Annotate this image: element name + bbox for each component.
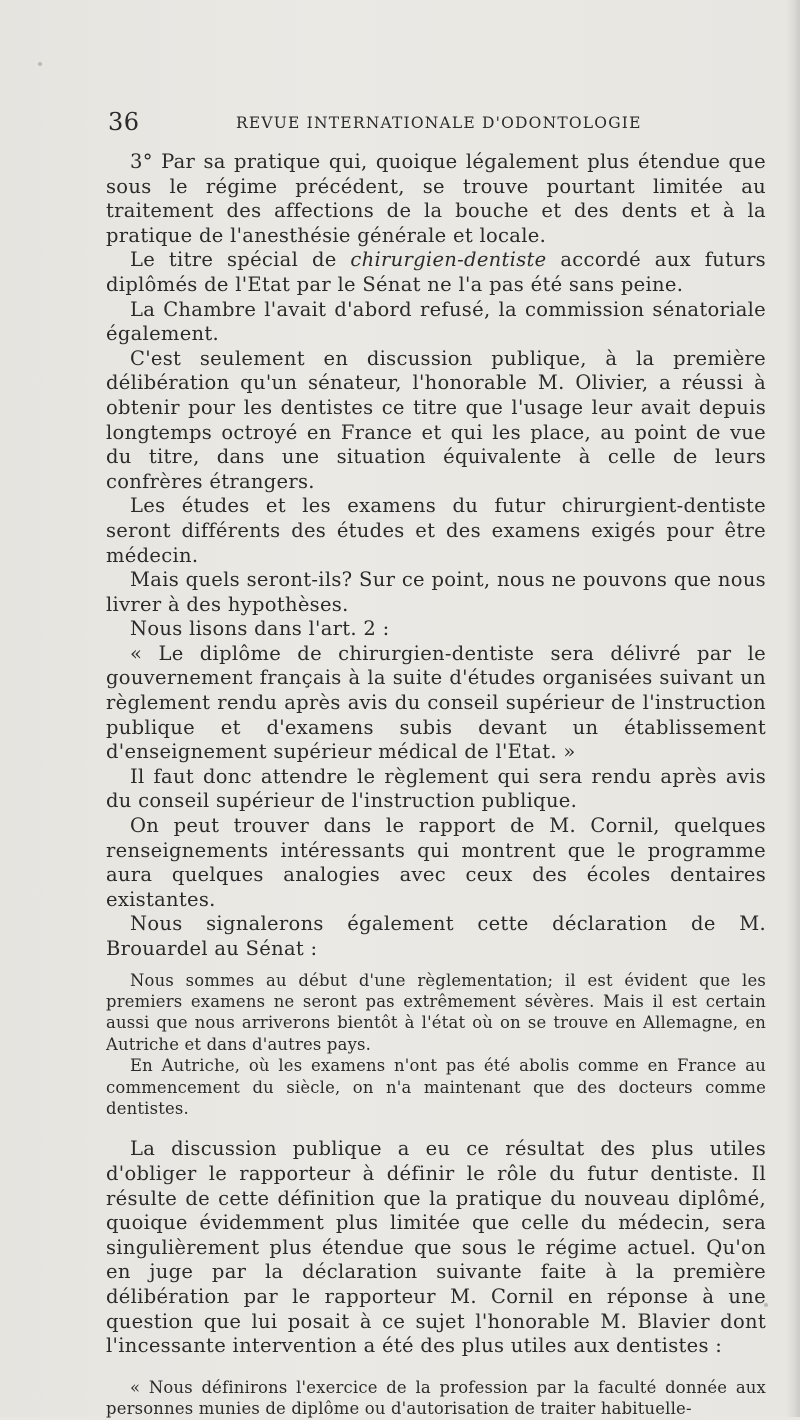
- quote-paragraph: « Nous définirons l'exercice de la profession par la faculté donnée aux personnes munies de diplôme ou d'autorisation de traiter habituelle-: [106, 1377, 766, 1419]
- article-body: [106, 150, 766, 1420]
- quote-paragraph: Nous sommes au début d'une règlementation; il est évident que les premiers examens ne seront pas extrêmement sévères. Mais il est certain aussi que nous arriverons bientôt à l'état où on se trouve en Allemagne, en Autriche et dans d'autres pays.: [106, 970, 766, 1054]
- paragraph: La Chambre l'avait d'abord refusé, la commission sénatoriale également.: [106, 297, 766, 346]
- spacer: [106, 1119, 766, 1137]
- page-number: 36: [108, 108, 140, 136]
- quotation-cornil: [106, 1377, 766, 1420]
- paper-speck: [38, 62, 42, 66]
- spacer: [106, 962, 766, 970]
- running-title: REVUE INTERNATIONALE D'ODONTOLOGIE: [236, 114, 642, 132]
- quotation-brouardel: [106, 970, 766, 1120]
- paragraph: 3° Par sa pratique qui, quoique légalement plus étendue que sous le régime précédent, se trouve pourtant limitée au traitement des affections de la bouche et des dents et à la pratique de l'anesthésie générale et locale.: [106, 150, 766, 247]
- quote-paragraph: En Autriche, où les examens n'ont pas été abolis comme en France au commencement du siècle, on n'a maintenant que des docteurs comme dentistes.: [106, 1056, 766, 1119]
- text-run: Le titre spécial de: [130, 248, 351, 272]
- spacer: [106, 1359, 766, 1377]
- paragraph: La discussion publique a eu ce résultat des plus utiles d'obliger le rapporteur à définir le rôle du futur dentiste. Il résulte de cette définition que la pratique du nouveau diplômé, quoique évidemment plus limitée que celle du médecin, sera singulièrement plus étendue que sous le régime actuel. Qu'on en juge par la déclaration suivante faite à la première délibération par le rapporteur M. Cornil en réponse à une question que lui posait à ce sujet l'honorable M. Blavier dont l'incessante intervention a été des plus utiles aux dentistes :: [106, 1137, 766, 1358]
- page-header: [106, 108, 766, 138]
- paragraph: C'est seulement en discussion publique, à la première délibération qu'un sénateur, l'honorable M. Olivier, a réussi à obtenir pour les dentistes ce titre que l'usage leur avait depuis longtemps octroyé en France et qui les place, au point de vue du titre, dans une situation équivalente à celle de leurs confrères étrangers.: [106, 346, 766, 493]
- paragraph: Les études et les examens du futur chirurgient-dentiste seront différents des études et des examens exigés pour être médecin.: [106, 494, 766, 567]
- paragraph-quoted-law: « Le diplôme de chirurgien-dentiste sera délivré par le gouvernement français à la suite d'études organisées suivant un règlement rendu après avis du conseil supérieur de l'instruction publique et d'examens subis devant un établissement d'enseignement supérieur médical de l'Etat. »: [106, 641, 766, 764]
- text-run: accordé aux futurs diplômés de l'Etat par le Sénat ne l'a pas été sans peine.: [106, 248, 766, 296]
- page-edge-shadow: [786, 0, 800, 1417]
- paragraph: On peut trouver dans le rapport de M. Cornil, quelques renseignements intéressants qui montrent que le programme aura quelques analogies avec ceux des écoles dentaires existantes.: [106, 814, 766, 911]
- body-section-1: [106, 150, 766, 962]
- paragraph: Nous signalerons également cette déclaration de M. Brouardel au Sénat :: [106, 912, 766, 960]
- paragraph: Mais quels seront-ils? Sur ce point, nous ne pouvons que nous livrer à des hypothèses.: [106, 568, 766, 616]
- paragraph: Il faut donc attendre le règlement qui sera rendu après avis du conseil supérieur de l'instruction publique.: [106, 764, 766, 813]
- paragraph-title-chirurgien-dentiste: [106, 248, 766, 297]
- body-section-2: [106, 1137, 766, 1358]
- paragraph: Nous lisons dans l'art. 2 :: [130, 617, 390, 641]
- italic-term: chirurgien-dentiste: [350, 248, 547, 272]
